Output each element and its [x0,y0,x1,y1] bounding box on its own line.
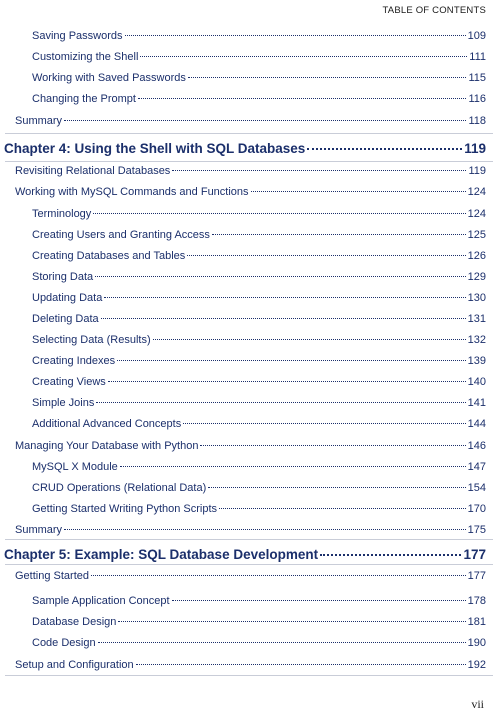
section-divider [5,161,493,162]
toc-entry-page: 129 [467,271,486,283]
toc-subsection-entry[interactable] [32,333,486,347]
toc-entry-page: 170 [467,503,486,515]
toc-subsection-entry[interactable] [32,71,486,85]
toc-subsection-entry[interactable] [32,396,486,410]
dot-leader [188,77,467,78]
dot-leader [219,508,466,509]
dot-leader [93,213,465,214]
toc-subsection-entry[interactable] [32,615,486,629]
toc-entry-title: MySQL X Module [32,461,118,473]
toc-section-entry[interactable] [15,164,486,178]
dot-leader [200,445,465,446]
toc-entry-page: 130 [467,292,486,304]
section-divider [5,539,493,540]
toc-subsection-entry[interactable] [32,594,486,608]
toc-entry-page: 118 [468,115,486,127]
dot-leader [96,402,465,403]
toc-entry-page: 190 [467,637,486,649]
dot-leader [120,466,466,467]
toc-entry-page: 175 [467,524,486,536]
dot-leader [95,276,465,277]
dot-leader [320,554,461,556]
toc-subsection-entry[interactable] [32,228,486,242]
toc-entry-title: Code Design [32,637,96,649]
toc-entry-title: Storing Data [32,271,94,283]
dot-leader [64,120,466,121]
toc-subsection-entry[interactable] [32,354,486,368]
toc-entry-title: Sample Application Concept [32,595,170,607]
dot-leader [104,297,465,298]
dot-leader [91,575,466,576]
toc-entry-title: CRUD Operations (Relational Data) [32,482,207,494]
toc-entry-page: 119 [464,141,486,156]
toc-entry-title: Summary [15,524,63,536]
page-number: vii [471,697,484,711]
toc-entry-page: 181 [467,616,486,628]
dot-leader [101,318,466,319]
toc-entry-title: Simple Joins [32,397,95,409]
dot-leader [125,35,466,36]
dot-leader [212,234,466,235]
toc-entry-page: 178 [467,595,486,607]
dot-leader [307,148,462,150]
toc-entry-title: Working with Saved Passwords [32,72,186,84]
toc-section-entry[interactable] [15,185,486,199]
toc-subsection-entry[interactable] [32,502,486,516]
toc-entry-title: Working with MySQL Commands and Functions [15,186,249,198]
toc-entry-page: 144 [467,418,486,430]
toc-subsection-entry[interactable] [32,50,486,64]
toc-entry-title: Chapter 5: Example: SQL Database Development [4,547,319,562]
dot-leader [183,423,465,424]
toc-entry-title: Saving Passwords [32,30,123,42]
toc-entry-title: Additional Advanced Concepts [32,418,182,430]
toc-entry-page: 124 [467,186,486,198]
toc-subsection-entry[interactable] [32,291,486,305]
toc-entry-title: Terminology [32,208,92,220]
toc-entry-title: Creating Databases and Tables [32,250,186,262]
dot-leader [187,255,465,256]
toc-entry-page: 132 [467,334,486,346]
dot-leader [208,487,465,488]
toc-entry-title: Getting Started [15,570,89,582]
toc-entry-page: 131 [467,313,486,325]
toc-subsection-entry[interactable] [32,92,486,106]
toc-subsection-entry[interactable] [32,417,486,431]
toc-entry-title: Changing the Prompt [32,93,136,105]
toc-entry-page: 139 [467,355,486,367]
dot-leader [153,339,466,340]
dot-leader [172,170,466,171]
dot-leader [140,56,467,57]
toc-subsection-entry[interactable] [32,460,486,474]
toc-entry-title: Chapter 4: Using the Shell with SQL Databases [4,141,306,156]
toc-subsection-entry[interactable] [32,29,486,43]
section-divider [5,564,493,565]
dot-leader [98,642,466,643]
dot-leader [108,381,466,382]
toc-entry-title: Summary [15,115,63,127]
dot-leader [138,98,467,99]
toc-entry-page: 109 [467,30,486,42]
toc-chapter-entry[interactable] [4,141,486,157]
dot-leader [172,600,466,601]
toc-subsection-entry[interactable] [32,481,486,495]
toc-entry-page: 124 [467,208,486,220]
toc-subsection-entry[interactable] [32,375,486,389]
dot-leader [136,664,466,665]
toc-section-entry[interactable] [15,658,486,672]
toc-entry-title: Customizing the Shell [32,51,139,63]
toc-entry-title: Getting Started Writing Python Scripts [32,503,218,515]
toc-entry-page: 119 [468,165,486,177]
section-divider [5,133,493,134]
toc-entry-title: Database Design [32,616,117,628]
toc-entry-page: 140 [467,376,486,388]
toc-entry-title: Deleting Data [32,313,99,325]
toc-entry-title: Creating Views [32,376,106,388]
dot-leader [64,529,466,530]
toc-subsection-entry[interactable] [32,249,486,263]
toc-entry-page: 125 [467,229,486,241]
running-header: TABLE OF CONTENTS [382,5,486,16]
toc-entry-title: Creating Users and Granting Access [32,229,210,241]
toc-section-entry[interactable] [15,523,486,537]
toc-entry-page: 154 [467,482,486,494]
toc-entry-page: 126 [467,250,486,262]
toc-entry-title: Setup and Configuration [15,659,134,671]
toc-entry-page: 147 [467,461,486,473]
dot-leader [118,621,465,622]
toc-subsection-entry[interactable] [32,207,486,221]
toc-entry-page: 111 [469,51,486,63]
toc-subsection-entry[interactable] [32,270,486,284]
toc-entry-page: 192 [467,659,486,671]
toc-subsection-entry[interactable] [32,312,486,326]
toc-entry-page: 141 [467,397,486,409]
toc-chapter-entry[interactable] [4,547,486,563]
toc-entry-title: Creating Indexes [32,355,116,367]
toc-section-entry[interactable] [15,439,486,453]
toc-entry-page: 177 [463,547,486,562]
toc-entry-title: Updating Data [32,292,103,304]
toc-entry-page: 116 [468,93,486,105]
toc-entry-title: Managing Your Database with Python [15,440,199,452]
section-divider [5,675,493,676]
toc-entry-page: 177 [467,570,486,582]
toc-entry-title: Selecting Data (Results) [32,334,151,346]
dot-leader [251,191,466,192]
toc-entry-page: 146 [467,440,486,452]
toc-subsection-entry[interactable] [32,636,486,650]
dot-leader [117,360,465,361]
toc-entry-page: 115 [468,72,486,84]
toc-section-entry[interactable] [15,114,486,128]
toc-section-entry[interactable] [15,569,486,583]
toc-entry-title: Revisiting Relational Databases [15,165,171,177]
